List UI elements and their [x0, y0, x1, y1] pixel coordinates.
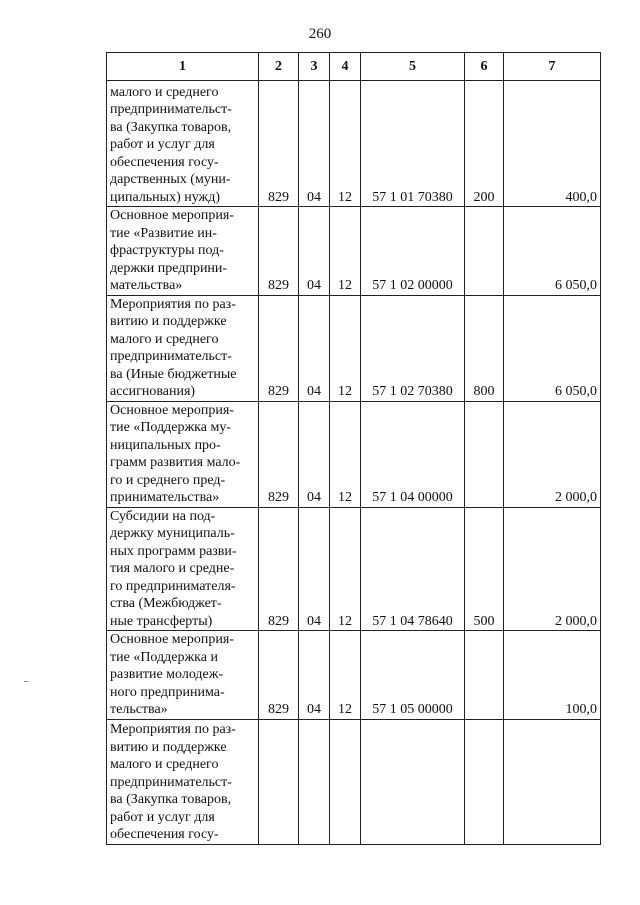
header-col-6: 6: [465, 53, 504, 81]
row-section-code: 04: [299, 81, 330, 207]
row-section-code: 04: [299, 207, 330, 296]
table-row: [107, 719, 601, 844]
row-amount: 2 000,0: [504, 507, 601, 631]
row-expense-type: [465, 207, 504, 296]
row-target-article: 57 1 01 70380: [361, 81, 465, 207]
header-col-7: 7: [504, 53, 601, 81]
row-name: Мероприятия по раз- витию и поддержке малого и среднего предпринимательст- ва (Иные бюджетные ассигнования): [107, 295, 259, 401]
row-section-code: [299, 719, 330, 844]
row-name: Основное мероприя- тие «Поддержка и развитие молодеж- ного предпринима- тельства»: [107, 631, 259, 720]
row-amount: [504, 719, 601, 844]
row-amount: 6 050,0: [504, 207, 601, 296]
table-row: [107, 81, 601, 207]
row-amount: 6 050,0: [504, 295, 601, 401]
row-name: Основное мероприя- тие «Развитие ин- фраструктуры под- держки предприни- мательства»: [107, 207, 259, 296]
row-name: Основное мероприя- тие «Поддержка му- ниципальных про- грамм развития мало- го и среднего пред- принимательства»: [107, 401, 259, 507]
table-row: [107, 401, 601, 507]
header-col-3: 3: [299, 53, 330, 81]
row-subsection-code: [330, 719, 361, 844]
header-col-1: 1: [107, 53, 259, 81]
row-target-article: [361, 719, 465, 844]
row-subsection-code: 12: [330, 295, 361, 401]
row-target-article: 57 1 05 00000: [361, 631, 465, 720]
row-expense-type: 800: [465, 295, 504, 401]
row-expense-type: [465, 401, 504, 507]
row-ministry-code: 829: [259, 507, 299, 631]
row-name: Мероприятия по раз- витию и поддержке малого и среднего предпринимательст- ва (Закупка товаров, работ и услуг для обеспечения госу-: [107, 719, 259, 844]
row-amount: 100,0: [504, 631, 601, 720]
header-col-4: 4: [330, 53, 361, 81]
row-expense-type: 500: [465, 507, 504, 631]
row-section-code: 04: [299, 295, 330, 401]
row-target-article: 57 1 02 00000: [361, 207, 465, 296]
row-expense-type: [465, 719, 504, 844]
row-subsection-code: 12: [330, 207, 361, 296]
header-col-5: 5: [361, 53, 465, 81]
row-ministry-code: 829: [259, 207, 299, 296]
row-target-article: 57 1 04 00000: [361, 401, 465, 507]
table-row: [107, 295, 601, 401]
table-row: [107, 631, 601, 720]
row-section-code: 04: [299, 631, 330, 720]
row-ministry-code: 829: [259, 81, 299, 207]
row-subsection-code: 12: [330, 401, 361, 507]
row-ministry-code: 829: [259, 295, 299, 401]
row-name: Субсидии на под- держку муниципаль- ных программ разви- тия малого и средне- го предпринимателя- ства (Межбюджет- ные трансферты): [107, 507, 259, 631]
row-amount: 2 000,0: [504, 401, 601, 507]
table-row: [107, 207, 601, 296]
row-expense-type: 200: [465, 81, 504, 207]
row-section-code: 04: [299, 507, 330, 631]
row-subsection-code: 12: [330, 81, 361, 207]
budget-table: [106, 52, 601, 845]
row-section-code: 04: [299, 401, 330, 507]
row-ministry-code: [259, 719, 299, 844]
row-expense-type: [465, 631, 504, 720]
row-amount: 400,0: [504, 81, 601, 207]
table-header-row: [107, 53, 601, 81]
row-subsection-code: 12: [330, 631, 361, 720]
row-subsection-code: 12: [330, 507, 361, 631]
scan-mark: [24, 681, 28, 682]
row-target-article: 57 1 04 78640: [361, 507, 465, 631]
row-ministry-code: 829: [259, 631, 299, 720]
row-target-article: 57 1 02 70380: [361, 295, 465, 401]
table-row: [107, 507, 601, 631]
page-number: 260: [308, 26, 332, 42]
row-name: малого и среднего предпринимательст- ва (Закупка товаров, работ и услуг для обеспечения госу- дарственных (муни- ципальных) нужд): [107, 81, 259, 207]
header-col-2: 2: [259, 53, 299, 81]
row-ministry-code: 829: [259, 401, 299, 507]
